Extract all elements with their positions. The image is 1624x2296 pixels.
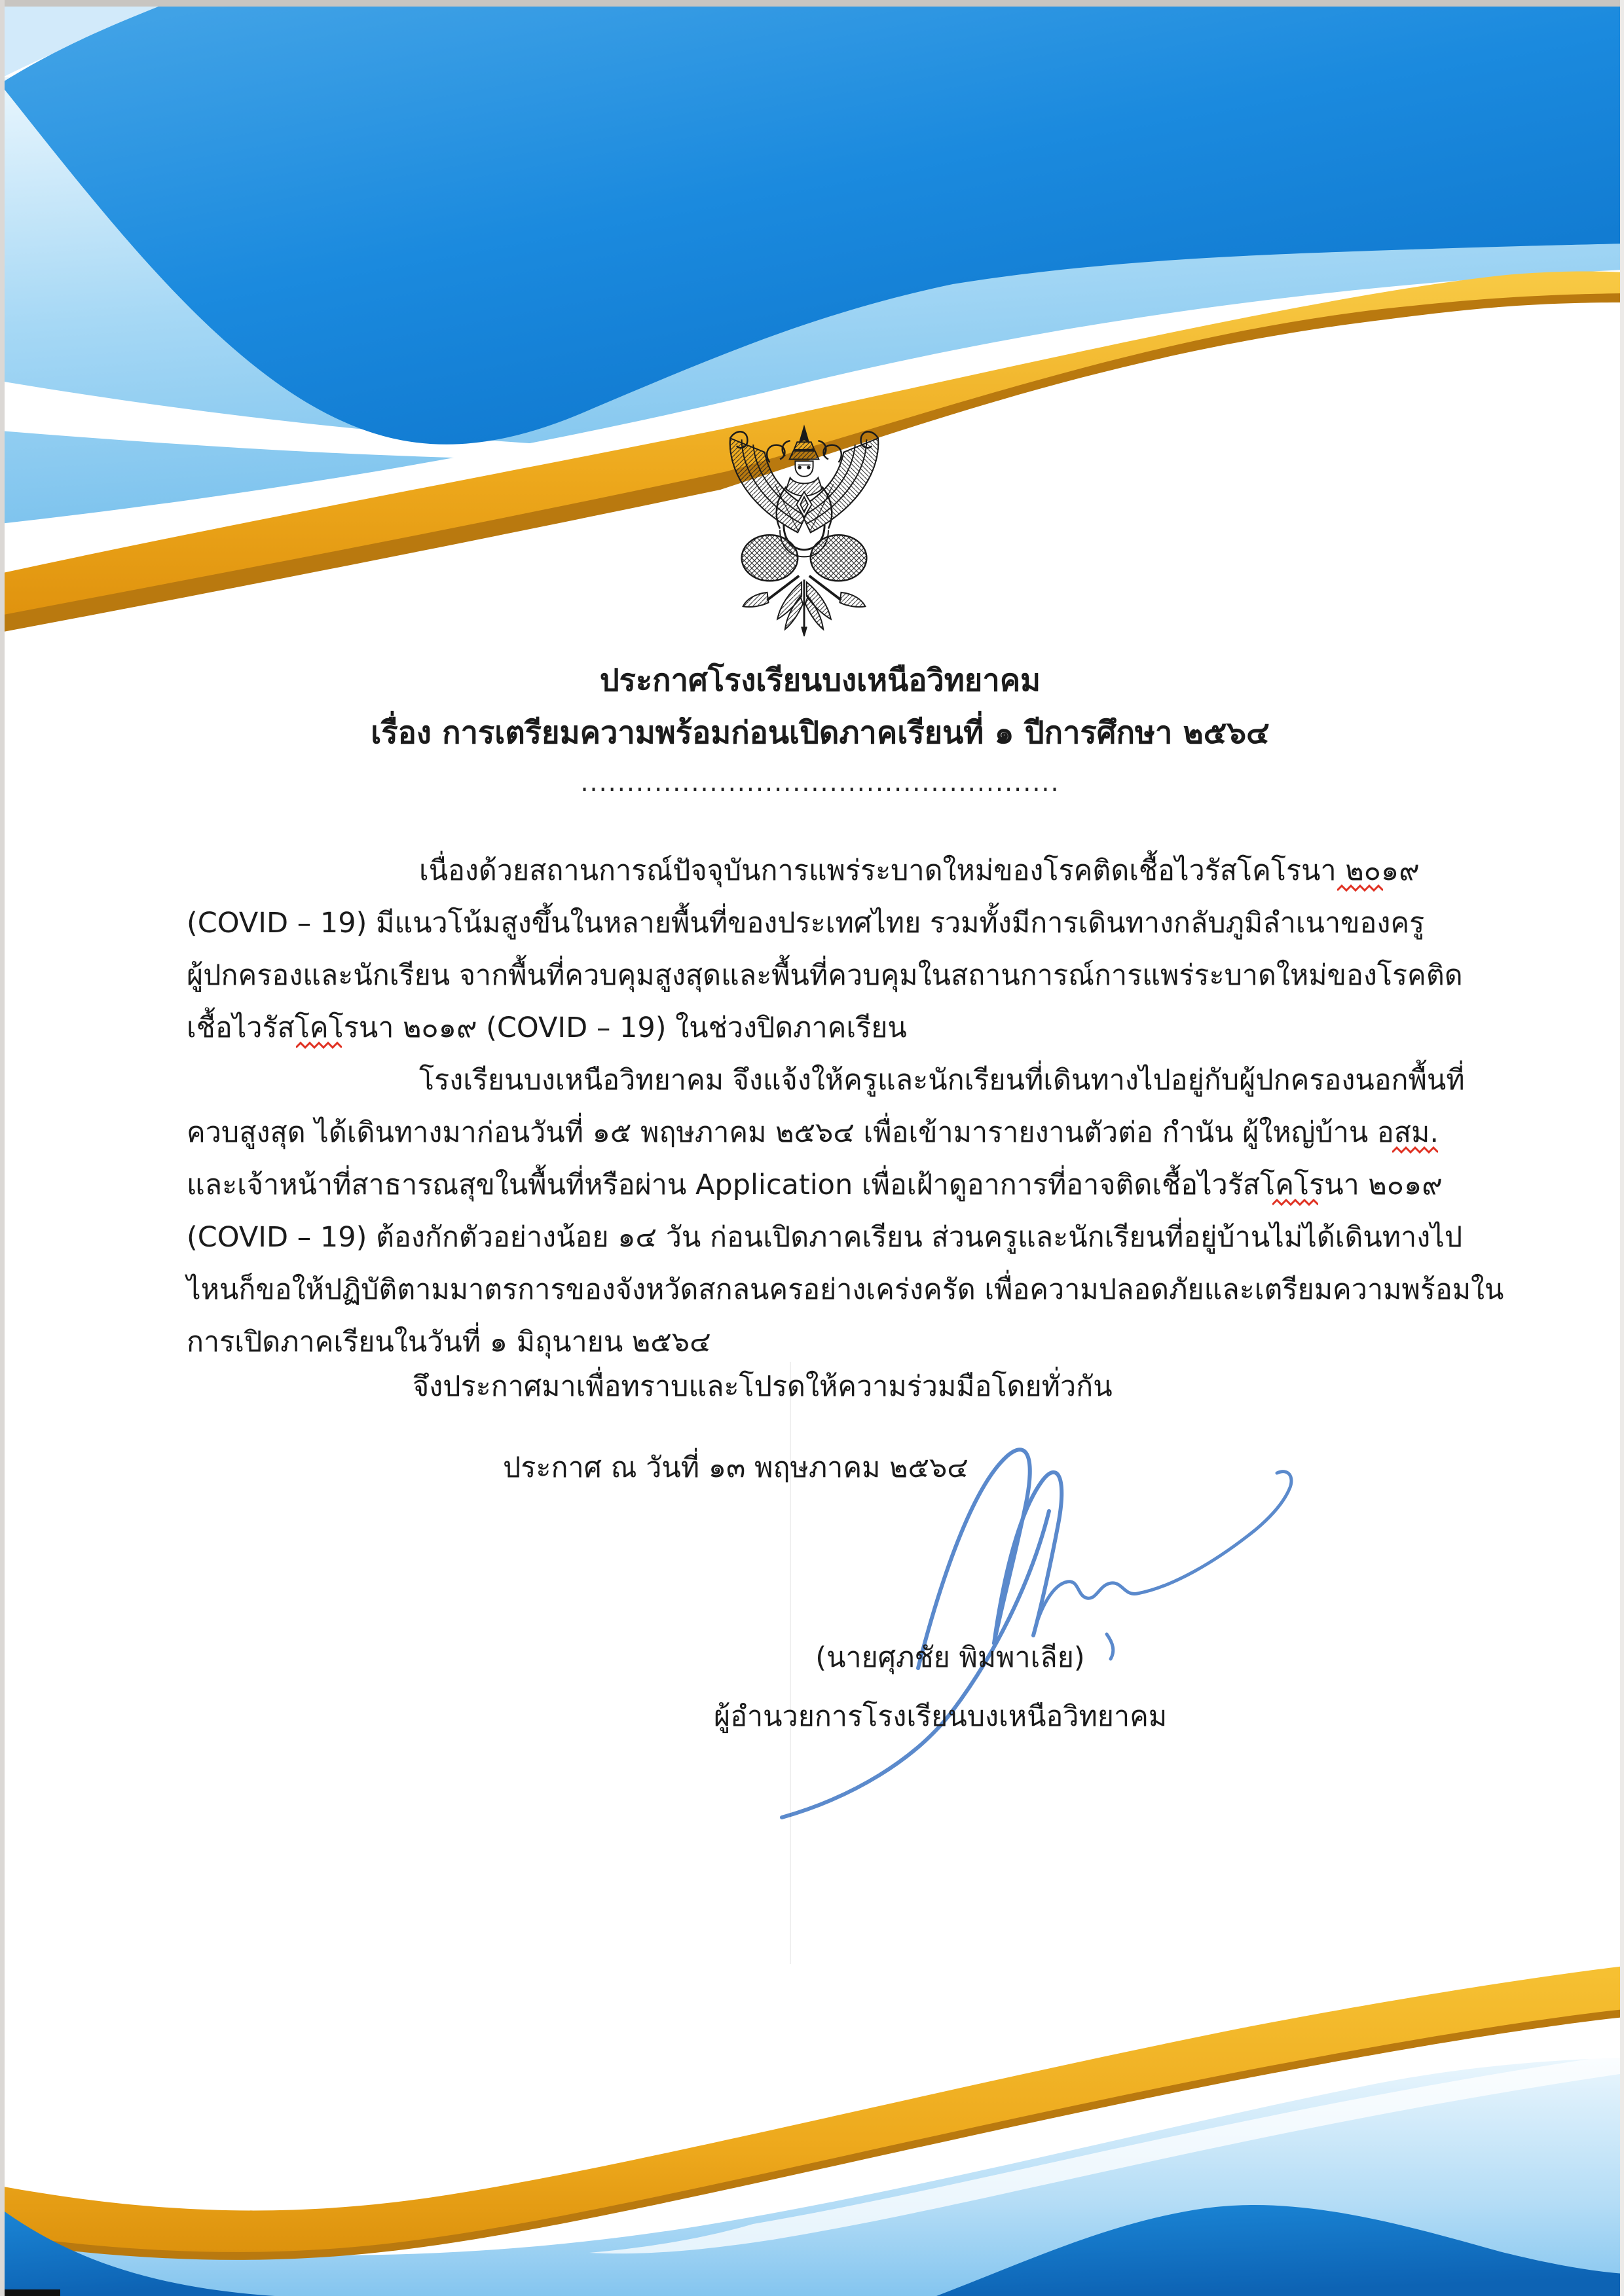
paragraph1-line1: เนื่องด้วยสถานการณ์ปัจจุบันการแพร่ระบาดใหม่ของโรคติดเชื้อไวรัสโคโรนา ๒๐๑๙ — [419, 854, 1420, 887]
paragraph2-line2: ควบสูงสุด ได้เดินทางมาก่อนวันที่ ๑๕ พฤษภาคม ๒๕๖๔ เพื่อเข้ามารายงานตัวต่อ กำนัน ผู้ใหญ่บ้าน อสม. — [187, 1116, 1439, 1149]
garuda-emblem-icon — [709, 423, 900, 636]
paragraph1-line4: เชื้อไวรัสโคโรนา ๒๐๑๙ (COVID – 19) ในช่วงปิดภาคเรียน — [187, 1011, 907, 1044]
spellcheck-squiggle-4 — [1272, 1198, 1318, 1207]
paragraph2-line5: ไหนก็ขอให้ปฏิบัติตามมาตรการของจังหวัดสกลนครอย่างเคร่งครัด เพื่อความปลอดภัยและเตรียมความพร้อมใน — [187, 1273, 1504, 1306]
letter-body — [187, 845, 1504, 1368]
page-title: ประกาศโรงเรียนบงเหนือวิทยาคม — [599, 663, 1041, 699]
spellcheck-squiggle-2 — [296, 1041, 342, 1050]
scan-edge-right — [1620, 0, 1624, 2296]
scan-edge-left — [0, 0, 5, 2296]
bottom-wave-decoration — [0, 1766, 1624, 2296]
title-block — [183, 655, 1457, 805]
paragraph2-line3: และเจ้าหน้าที่สาธารณสุขในพื้นที่หรือผ่าน Application เพื่อเฝ้าดูอาการที่อาจติดเชื้อไวรัสโคโรนา ๒๐๑๙ — [187, 1169, 1443, 1201]
closing-statement: จึงประกาศมาเพื่อทราบและโปรดให้ความร่วมมือโดยทั่วกัน — [413, 1370, 1113, 1403]
signer-name: (นายศุภชัย พิมพาเลีย) — [815, 1641, 1085, 1674]
separator-dots: .................................................... — [580, 768, 1060, 797]
handwritten-signature — [753, 1427, 1310, 1833]
scan-artifact-bottom — [0, 2289, 60, 2296]
paragraph2-line1: โรงเรียนบงเหนือวิทยาคม จึงแจ้งให้ครูและนักเรียนที่เดินทางไปอยู่กับผู้ปกครองนอกพื้นที่ — [419, 1064, 1465, 1097]
page-subtitle: เรื่อง การเตรียมความพร้อมก่อนเปิดภาคเรียนที่ ๑ ปีการศึกษา ๒๕๖๔ — [371, 715, 1270, 751]
announcement-date: ประกาศ ณ วันที่ ๑๓ พฤษภาคม ๒๕๖๔ — [503, 1451, 969, 1484]
scan-crease-line — [790, 1362, 791, 1964]
scan-edge-top — [0, 0, 1624, 7]
spellcheck-squiggle-1 — [1337, 884, 1383, 893]
paragraph2-line6: การเปิดภาคเรียนในวันที่ ๑ มิถุนายน ๒๕๖๔ — [187, 1326, 711, 1358]
paragraph1-line3: ผู้ปกครองและนักเรียน จากพื้นที่ควบคุมสูงสุดและพื้นที่ควบคุมในสถานการณ์การแพร่ระบาดใหม่ของโรคติด — [187, 959, 1463, 992]
paragraph2-line4: (COVID – 19) ต้องกักตัวอย่างน้อย ๑๔ วัน ก่อนเปิดภาคเรียน ส่วนครูและนักเรียนที่อยู่บ้านไม่ได้เดินทางไป — [187, 1221, 1463, 1254]
spellcheck-squiggle-3 — [1392, 1146, 1438, 1155]
paragraph1-line2: (COVID – 19) มีแนวโน้มสูงขึ้นในหลายพื้นที่ของประเทศไทย รวมทั้งมีการเดินทางกลับภูมิลำเนาของครู — [187, 907, 1425, 939]
signer-position: ผู้อำนวยการโรงเรียนบงเหนือวิทยาคม — [714, 1700, 1168, 1733]
